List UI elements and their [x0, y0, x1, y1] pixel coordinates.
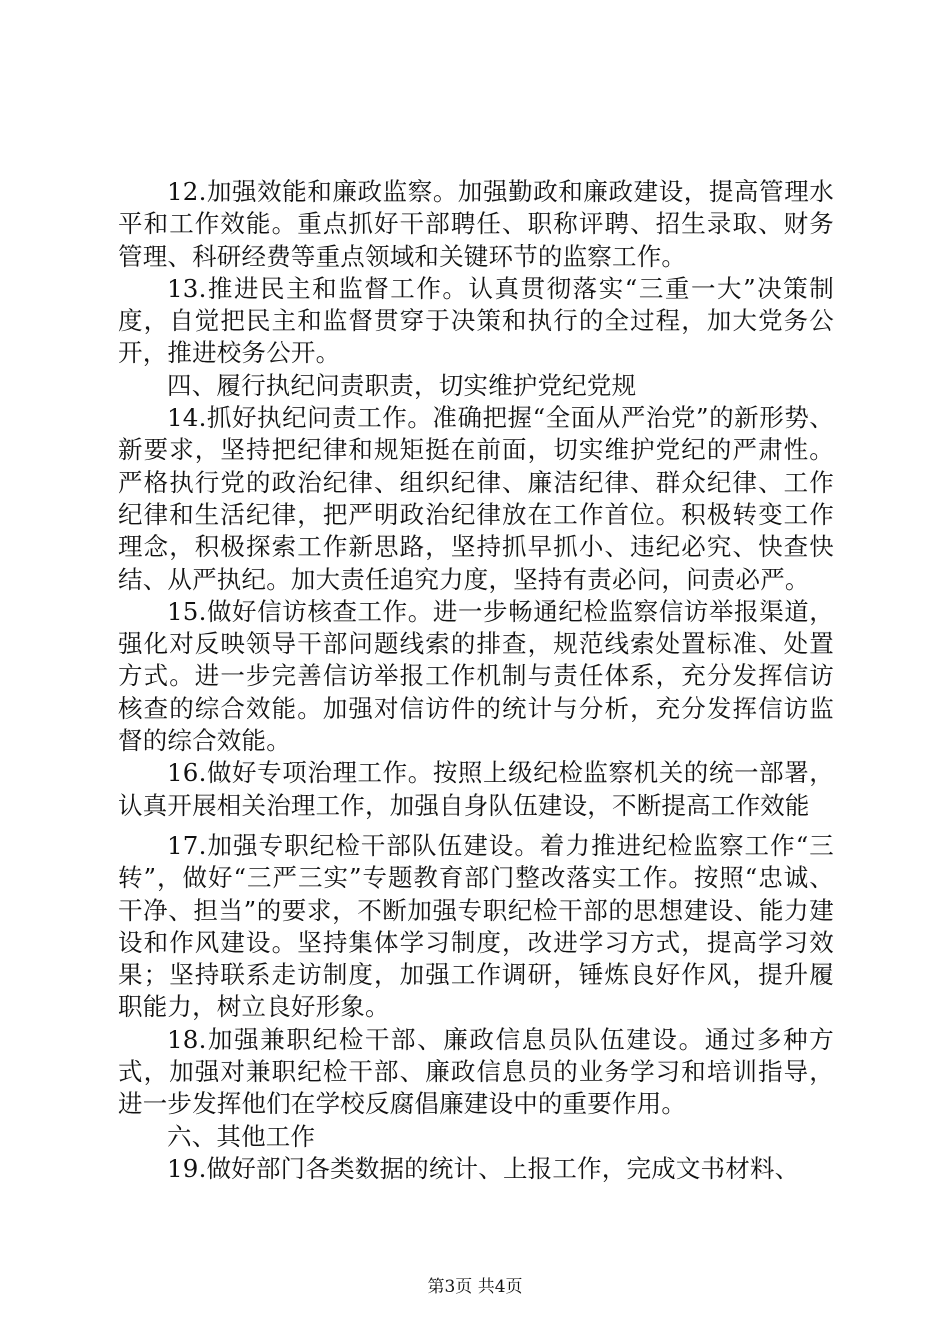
- paragraph-14: 14.抓好执纪问责工作。准确把握“全面从严治党”的新形势、新要求，坚持把纪律和规矩挺在前面，切实维护党纪的严肃性。严格执行党的政治纪律、组织纪律、廉洁纪律、群众纪律、工作纪律和生活纪律，把严明政治纪律放在工作首位。积极转变工作理念，积极探索工作新思路，坚持抓早抓小、违纪必究、快查快结、从严执纪。加大责任追究力度，坚持有责必问，问责必严。: [118, 403, 834, 594]
- page-number-footer: 第3页 共4页: [427, 1277, 523, 1297]
- section-heading-4: 四、履行执纪问责职责，切实维护党纪党规: [167, 370, 637, 400]
- paragraph-15: 15.做好信访核查工作。进一步畅通纪检监察信访举报渠道，强化对反映领导干部问题线索的排查，规范线索处置标准、处置方式。进一步完善信访举报工作机制与责任体系，充分发挥信访核查的综合效能。加强对信访件的统计与分析，充分发挥信访监督的综合效能。: [118, 596, 834, 756]
- paragraph-18: 18.加强兼职纪检干部、廉政信息员队伍建设。通过多种方式，加强对兼职纪检干部、廉政信息员的业务学习和培训指导，进一步发挥他们在学校反腐倡廉建设中的重要作用。: [118, 1024, 834, 1119]
- paragraph-13: 13.推进民主和监督工作。认真贯彻落实“三重一大”决策制度，自觉把民主和监督贯穿于决策和执行的全过程，加大党务公开，推进校务公开。: [118, 273, 834, 368]
- paragraph-19: 19.做好部门各类数据的统计、上报工作，完成文书材料、: [167, 1153, 800, 1183]
- paragraph-gap: [118, 822, 834, 830]
- paragraph-12: 12.加强效能和廉政监察。加强勤政和廉政建设，提高管理水平和工作效能。重点抓好干部聘任、职称评聘、招生录取、财务管理、科研经费等重点领域和关键环节的监察工作。: [118, 177, 834, 271]
- paragraph-17: 17.加强专职纪检干部队伍建设。着力推进纪检监察工作“三转”，做好“三严三实”专题教育部门整改落实工作。按照“忠诚、干净、担当”的要求，不断加强专职纪检干部的思想建设、能力建设和作风建设。坚持集体学习制度，改进学习方式，提高学习效果；坚持联系走访制度，加强工作调研，锤炼良好作风，提升履职能力，树立良好形象。: [118, 830, 834, 1022]
- section-heading-6: 六、其他工作: [167, 1121, 316, 1151]
- paragraph-16: 16.做好专项治理工作。按照上级纪检监察机关的统一部署，认真开展相关治理工作，加强自身队伍建设，不断提高工作效能: [118, 758, 834, 820]
- document-body: [118, 176, 834, 1185]
